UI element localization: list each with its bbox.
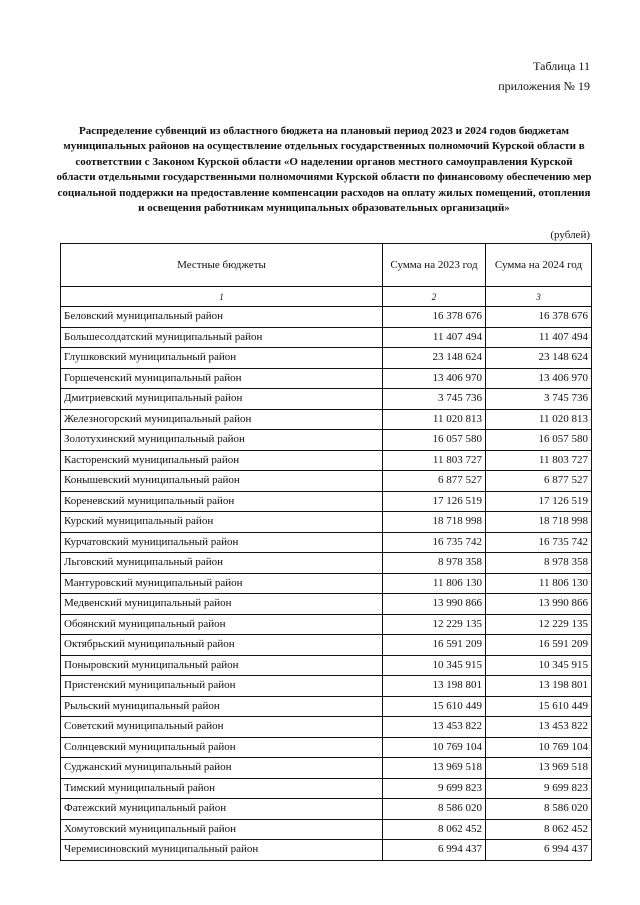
amount-2024-cell: 12 229 135 [486,614,592,635]
amount-2024-cell: 13 198 801 [486,676,592,697]
column-number: 1 [61,287,383,307]
amount-2024-cell: 11 407 494 [486,327,592,348]
district-name-cell: Суджанский муниципальный район [61,758,383,779]
amount-2023-cell: 12 229 135 [383,614,486,635]
district-name-cell: Фатежский муниципальный район [61,799,383,820]
district-name-cell: Мантуровский муниципальный район [61,573,383,594]
amount-2024-cell: 8 062 452 [486,819,592,840]
table-row [61,368,592,389]
amount-2024-cell: 16 735 742 [486,532,592,553]
amount-2024-cell: 8 978 358 [486,553,592,574]
amount-2024-cell: 10 345 915 [486,655,592,676]
district-name-cell: Тимский муниципальный район [61,778,383,799]
district-name-cell: Октябрьский муниципальный район [61,635,383,656]
amount-2023-cell: 11 803 727 [383,450,486,471]
amount-2024-cell: 16 378 676 [486,307,592,328]
district-name-cell: Советский муниципальный район [61,717,383,738]
table-row [61,778,592,799]
column-number-row [61,287,592,307]
document-header [498,56,590,96]
table-body [61,307,592,861]
district-name-cell: Курский муниципальный район [61,512,383,533]
district-name-cell: Обоянский муниципальный район [61,614,383,635]
table-row [61,409,592,430]
amount-2024-cell: 11 020 813 [486,409,592,430]
table-row [61,819,592,840]
amount-2024-cell: 18 718 998 [486,512,592,533]
amount-2024-cell: 6 994 437 [486,840,592,861]
table-row [61,471,592,492]
district-name-cell: Курчатовский муниципальный район [61,532,383,553]
amount-2024-cell: 13 969 518 [486,758,592,779]
amount-2024-cell: 13 990 866 [486,594,592,615]
table-row [61,430,592,451]
table-row [61,655,592,676]
table-header-row [61,244,592,287]
table-row [61,594,592,615]
amount-2023-cell: 11 020 813 [383,409,486,430]
amount-2023-cell: 18 718 998 [383,512,486,533]
amount-2023-cell: 6 994 437 [383,840,486,861]
table-number-label: Таблица 11 [533,59,590,73]
amount-2024-cell: 15 610 449 [486,696,592,717]
table-row [61,491,592,512]
amount-2023-cell: 13 969 518 [383,758,486,779]
district-name-cell: Горшеченский муниципальный район [61,368,383,389]
amount-2024-cell: 3 745 736 [486,389,592,410]
amount-2023-cell: 16 378 676 [383,307,486,328]
amount-2023-cell: 23 148 624 [383,348,486,369]
district-name-cell: Медвенский муниципальный район [61,594,383,615]
district-name-cell: Хомутовский муниципальный район [61,819,383,840]
amount-2024-cell: 13 406 970 [486,368,592,389]
amount-2024-cell: 16 591 209 [486,635,592,656]
amount-2024-cell: 11 806 130 [486,573,592,594]
district-name-cell: Черемисиновский муниципальный район [61,840,383,861]
amount-2024-cell: 11 803 727 [486,450,592,471]
budget-table [60,243,592,861]
amount-2024-cell: 16 057 580 [486,430,592,451]
table-row [61,696,592,717]
table-row [61,635,592,656]
amount-2023-cell: 10 769 104 [383,737,486,758]
amount-2023-cell: 8 062 452 [383,819,486,840]
district-name-cell: Кореневский муниципальный район [61,491,383,512]
amount-2024-cell: 17 126 519 [486,491,592,512]
table-row [61,676,592,697]
table-row [61,450,592,471]
district-name-cell: Пристенский муниципальный район [61,676,383,697]
district-name-cell: Железногорский муниципальный район [61,409,383,430]
column-number: 2 [383,287,486,307]
amount-2024-cell: 8 586 020 [486,799,592,820]
district-name-cell: Глушковский муниципальный район [61,348,383,369]
amount-2024-cell: 10 769 104 [486,737,592,758]
table-row [61,389,592,410]
table-row [61,553,592,574]
table-row [61,758,592,779]
column-header-budgets: Местные бюджеты [61,244,383,287]
district-name-cell: Золотухинский муниципальный район [61,430,383,451]
table-row [61,348,592,369]
amount-2023-cell: 13 198 801 [383,676,486,697]
table-row [61,512,592,533]
table-row [61,532,592,553]
amount-2023-cell: 11 806 130 [383,573,486,594]
amount-2023-cell: 10 345 915 [383,655,486,676]
amount-2023-cell: 13 406 970 [383,368,486,389]
table-row [61,573,592,594]
amount-2023-cell: 13 990 866 [383,594,486,615]
units-label: (рублей) [550,229,590,241]
district-name-cell: Рыльский муниципальный район [61,696,383,717]
amount-2023-cell: 6 877 527 [383,471,486,492]
amount-2024-cell: 9 699 823 [486,778,592,799]
amount-2023-cell: 9 699 823 [383,778,486,799]
amount-2023-cell: 3 745 736 [383,389,486,410]
amount-2023-cell: 16 591 209 [383,635,486,656]
document-title: Распределение субвенций из областного бюджета на плановый период 2023 и 2024 годов бюджетам муниципальных районов на осуществление отдельных государственных полномочий Курской области в соответствии с Законом Курской области «О наделении органов местного самоуправления Курской области отдельными государственными полномочиями Курской области по финансовому обеспечению мер социальной поддержки на предоставление компенсации расходов на оплату жилых помещений, отопления и освещения работникам муниципальных образовательных организаций» [56,125,592,215]
amount-2023-cell: 15 610 449 [383,696,486,717]
column-header-2024: Сумма на 2024 год [486,244,592,287]
table-row [61,799,592,820]
amount-2023-cell: 16 735 742 [383,532,486,553]
district-name-cell: Дмитриевский муниципальный район [61,389,383,410]
table-row [61,614,592,635]
amount-2023-cell: 16 057 580 [383,430,486,451]
table-row [61,717,592,738]
amount-2023-cell: 17 126 519 [383,491,486,512]
amount-2023-cell: 8 978 358 [383,553,486,574]
district-name-cell: Беловский муниципальный район [61,307,383,328]
district-name-cell: Большесолдатский муниципальный район [61,327,383,348]
column-header-2023: Сумма на 2023 год [383,244,486,287]
district-name-cell: Льговский муниципальный район [61,553,383,574]
district-name-cell: Касторенский муниципальный район [61,450,383,471]
amount-2023-cell: 11 407 494 [383,327,486,348]
appendix-label: приложения № 19 [498,79,590,93]
amount-2024-cell: 13 453 822 [486,717,592,738]
amount-2024-cell: 23 148 624 [486,348,592,369]
table-row [61,840,592,861]
column-number: 3 [486,287,592,307]
table-row [61,327,592,348]
table-row [61,737,592,758]
district-name-cell: Солнцевский муниципальный район [61,737,383,758]
amount-2023-cell: 8 586 020 [383,799,486,820]
district-name-cell: Конышевский муниципальный район [61,471,383,492]
district-name-cell: Поныровский муниципальный район [61,655,383,676]
table-row [61,307,592,328]
amount-2024-cell: 6 877 527 [486,471,592,492]
amount-2023-cell: 13 453 822 [383,717,486,738]
